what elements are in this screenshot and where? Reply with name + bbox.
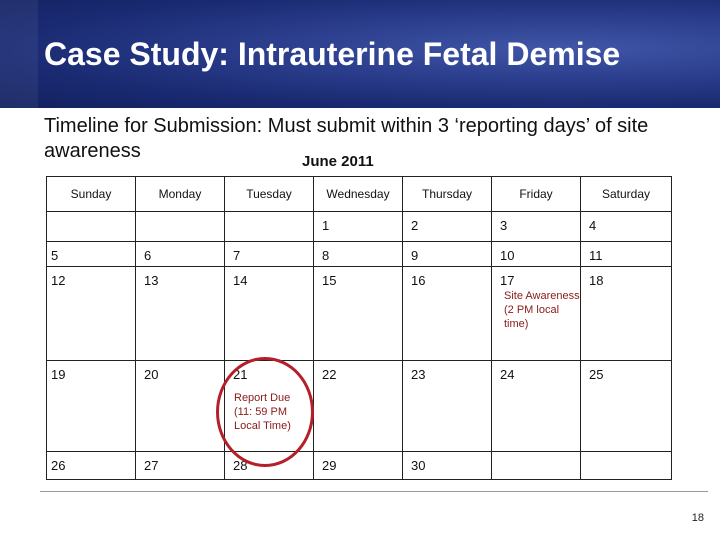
day-cell: 10 (492, 242, 581, 267)
day-cell: 24 (492, 361, 581, 452)
day-header: Saturday (581, 177, 672, 212)
day-cell: 22 (314, 361, 403, 452)
day-cell: 12 (47, 267, 136, 361)
day-cell: 5 (47, 242, 136, 267)
slide-subtitle: Timeline for Submission: Must submit within 3 ‘reporting days’ of site awareness (44, 115, 649, 162)
day-cell: 23 (403, 361, 492, 452)
calendar-month: June 2011 (302, 153, 374, 170)
day-cell: 15 (314, 267, 403, 361)
day-cell: 19 (47, 361, 136, 452)
day-cell: 4 (581, 212, 672, 242)
day-header: Monday (136, 177, 225, 212)
day-cell: 3 (492, 212, 581, 242)
header-accent-band (0, 0, 38, 108)
calendar-header-row (47, 177, 672, 212)
day-cell (581, 452, 672, 480)
day-header: Wednesday (314, 177, 403, 212)
day-cell: 26 (47, 452, 136, 480)
page-number: 18 (691, 512, 704, 524)
day-cell: 1 (314, 212, 403, 242)
day-cell: 2 (403, 212, 492, 242)
footer-divider (40, 491, 708, 492)
day-cell: 18 (581, 267, 672, 361)
site-awareness-note: Site Awareness (2 PM local time) (504, 290, 580, 330)
day-cell: 29 (314, 452, 403, 480)
day-cell (225, 212, 314, 242)
calendar-week-row (47, 242, 672, 267)
slide-title: Case Study: Intrauterine Fetal Demise (44, 36, 621, 72)
day-header: Sunday (47, 177, 136, 212)
day-cell (492, 452, 581, 480)
report-due-note: Report Due (11: 59 PM Local Time) (234, 392, 291, 432)
day-cell: 11 (581, 242, 672, 267)
day-cell: 30 (403, 452, 492, 480)
calendar-week-row (47, 452, 672, 480)
day-cell: 28 (225, 452, 314, 480)
day-cell: 13 (136, 267, 225, 361)
day-header: Thursday (403, 177, 492, 212)
day-header: Tuesday (225, 177, 314, 212)
day-cell: 6 (136, 242, 225, 267)
day-cell: 8 (314, 242, 403, 267)
day-cell: 21 (225, 361, 314, 452)
calendar-week-row (47, 361, 672, 452)
day-cell (47, 212, 136, 242)
day-cell: 25 (581, 361, 672, 452)
day-cell: 20 (136, 361, 225, 452)
day-cell: 27 (136, 452, 225, 480)
day-cell: 9 (403, 242, 492, 267)
day-cell: 17 (492, 267, 581, 361)
day-header: Friday (492, 177, 581, 212)
calendar-week-row (47, 212, 672, 242)
day-cell: 14 (225, 267, 314, 361)
day-cell: 16 (403, 267, 492, 361)
day-cell: 7 (225, 242, 314, 267)
report-due-highlight-circle (216, 357, 314, 467)
day-cell (136, 212, 225, 242)
